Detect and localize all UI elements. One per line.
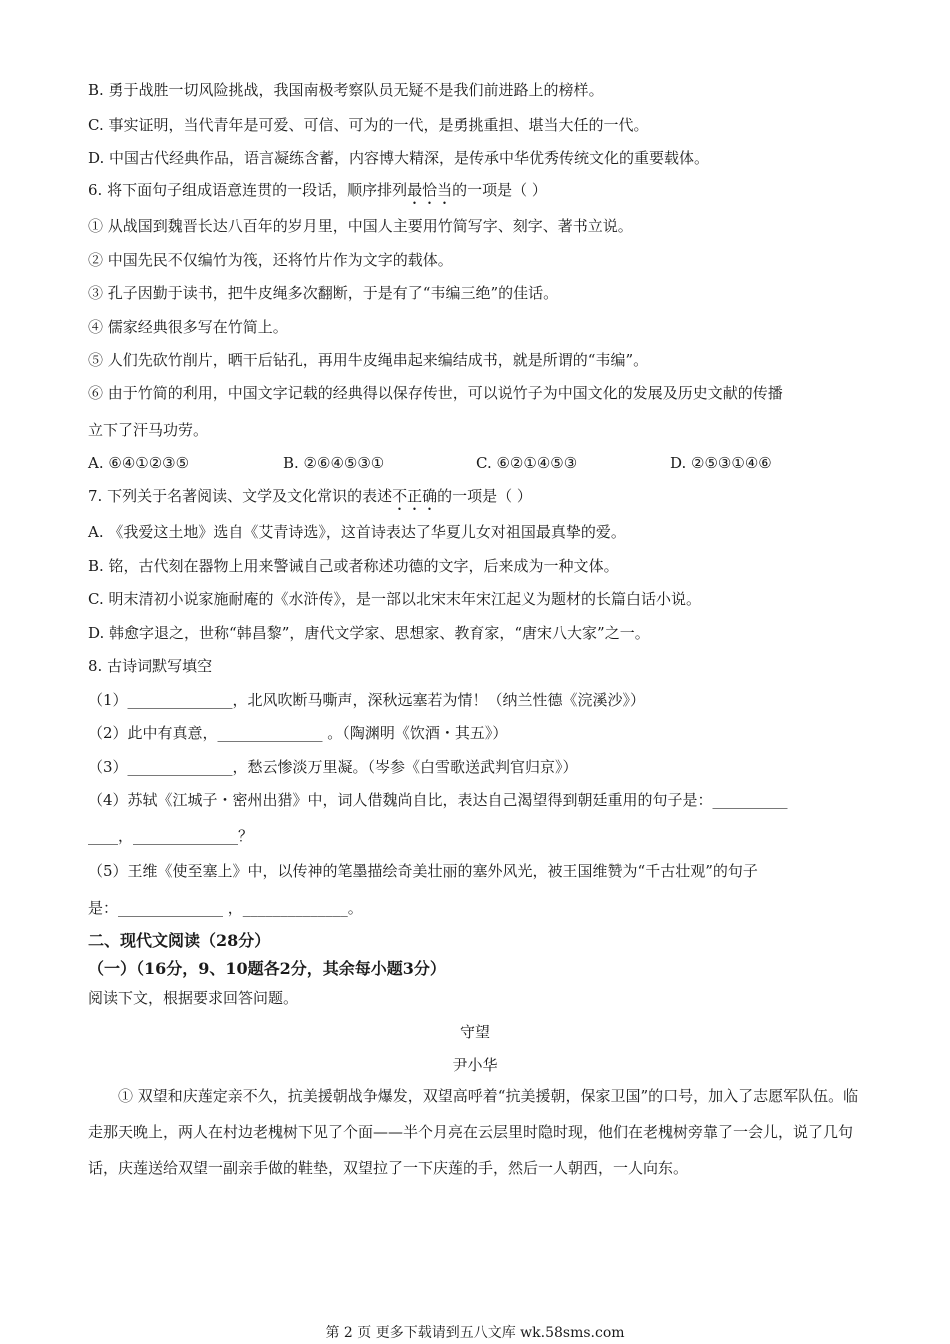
- q6-option-a: A. ⑥④①②③⑤: [88, 454, 190, 472]
- q6-sentence-2: ② 中国先民不仅编竹为筏，还将竹片作为文字的载体。: [88, 251, 453, 269]
- q8-item-2: （2）此中有真意，______________ 。（陶渊明《饮酒・其五》）: [88, 724, 508, 742]
- question-7-stem: [88, 486, 860, 514]
- article-author: 尹小华: [452, 1056, 498, 1074]
- section-2-part-1-heading: （一）（16分，9、10题各2分，其余每小题3分）: [88, 959, 446, 978]
- question-6-stem: [88, 180, 860, 208]
- q6-sentence-3: ③ 孔子因勤于读书，把牛皮绳多次翻断，于是有了“韦编三绝”的佳话。: [88, 284, 559, 302]
- q7-stem-emphasis: 不正确: [392, 487, 438, 505]
- q6-stem-pre: 6. 将下面句子组成语意连贯的一段话，顺序排列: [88, 181, 408, 199]
- question-8-stem: 8. 古诗词默写填空: [88, 657, 213, 675]
- q7-option-b: B. 铭，古代刻在器物上用来警诫自己或者称述功德的文字，后来成为一种文体。: [88, 557, 619, 575]
- q6-stem-post: 的一项是（ ）: [452, 181, 547, 199]
- reading-instruction: 阅读下文，根据要求回答问题。: [88, 989, 299, 1007]
- q8-item-4-line2: ____，______________？: [88, 827, 254, 845]
- q5-option-b: B. 勇于战胜一切风险挑战，我国南极考察队员无疑不是我们前进路上的榜样。: [88, 81, 604, 99]
- q8-item-4-line1: （4）苏轼《江城子・密州出猎》中，词人借魏尚自比，表达自己渴望得到朝廷重用的句子是：__________: [88, 791, 788, 809]
- article-paragraph-1: ① 双望和庆莲定亲不久，抗美援朝战争爆发，双望高呼着“抗美援朝，保家卫国”的口号，加入了志愿军队伍。临走那天晚上，两人在村边老槐树下见了个面——半个月亮在云层里时隐时现，他们在老槐树旁靠了一会儿，说了几句话，庆莲送给双望一副亲手做的鞋垫，双望拉了一下庆莲的手，然后一人朝西，一人向东。: [88, 1087, 859, 1177]
- q7-option-a: A. 《我爱这土地》选自《艾青诗选》，这首诗表达了华夏儿女对祖国最真挚的爱。: [88, 523, 626, 541]
- q7-stem-pre: 7. 下列关于名著阅读、文学及文化常识的表述: [88, 487, 393, 505]
- q8-item-3: （3）______________，愁云惨淡万里凝。（岑参《白雪歌送武判官归京》）: [88, 758, 578, 776]
- q6-sentence-1: ① 从战国到魏晋长达八百年的岁月里，中国人主要用竹简写字、刻字、著书立说。: [88, 217, 633, 235]
- q6-sentence-6-line1: ⑥ 由于竹简的利用，中国文字记载的经典得以保存传世，可以说竹子为中国文化的发展及历史文献的传播: [88, 384, 783, 402]
- q7-stem-post: 的一项是（ ）: [437, 487, 532, 505]
- q8-item-1: （1）______________，北风吹断马嘶声，深秋远塞若为情！（纳兰性德《浣溪沙》）: [88, 691, 646, 709]
- article-title: 守望: [459, 1023, 490, 1041]
- q5-option-d: D. 中国古代经典作品，语言凝练含蓄，内容博大精深，是传承中华优秀传统文化的重要载体。: [88, 149, 710, 167]
- q8-item-5-line2: 是：______________ ，______________。: [88, 899, 363, 917]
- q7-option-c: C. 明末清初小说家施耐庵的《水浒传》，是一部以北宋末年宋江起义为题材的长篇白话小说。: [88, 590, 701, 608]
- q7-option-d: D. 韩愈字退之，世称“韩昌黎”，唐代文学家、思想家、教育家，“唐宋八大家”之一。: [88, 624, 650, 642]
- q6-sentence-5: ⑤ 人们先砍竹削片，晒干后钻孔，再用牛皮绳串起来编结成书，就是所谓的“韦编”。: [88, 351, 649, 369]
- q6-option-d: D. ②⑤③①④⑥: [670, 454, 772, 472]
- q6-stem-emphasis: 最恰当: [407, 181, 453, 199]
- q6-sentence-4: ④ 儒家经典很多写在竹简上。: [88, 318, 288, 336]
- q6-option-b: B. ②⑥④⑤③①: [283, 454, 385, 472]
- q6-sentence-6-line2: 立下了汗马功劳。: [88, 421, 209, 439]
- q6-option-c: C. ⑥②①④⑤③: [476, 454, 578, 472]
- page-footer: 第 2 页 更多下载请到五八文库 wk.58sms.com: [325, 1325, 625, 1341]
- q8-item-5-line1: （5）王维《使至塞上》中，以传神的笔墨描绘奇美壮丽的塞外风光，被王国维赞为“千古壮观”的句子: [88, 862, 758, 880]
- section-2-heading: 二、现代文阅读（28分）: [88, 931, 271, 950]
- q5-option-c: C. 事实证明，当代青年是可爱、可信、可为的一代，是勇挑重担、堪当大任的一代。: [88, 116, 649, 134]
